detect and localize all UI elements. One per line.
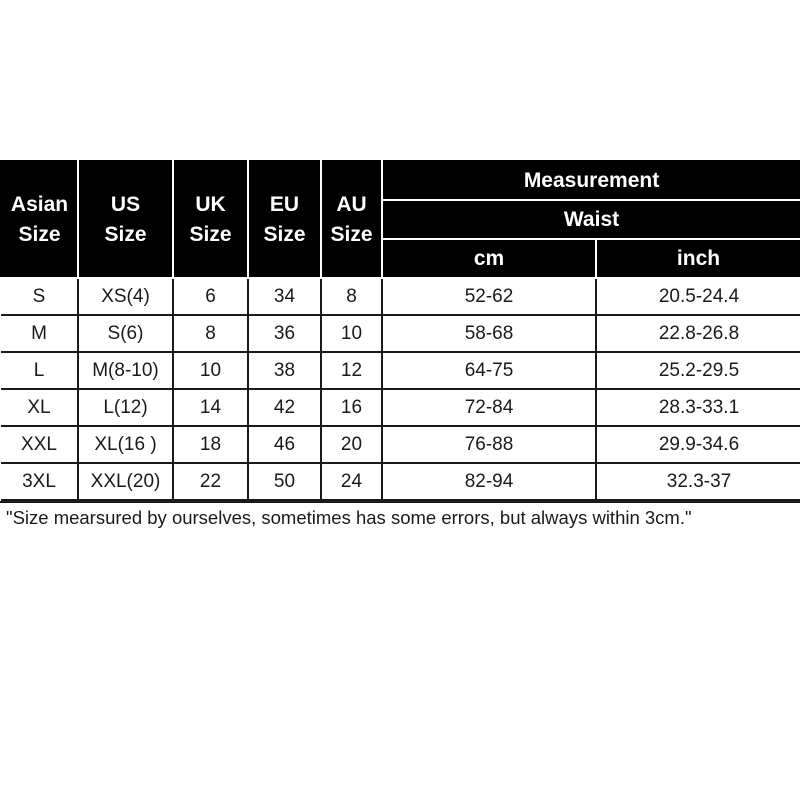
- cell-waist-cm: 58-68: [382, 315, 596, 352]
- cell-waist-cm: 52-62: [382, 278, 596, 315]
- cell-au-size: 12: [321, 352, 382, 389]
- cell-au-size: 20: [321, 426, 382, 463]
- header-waist: Waist: [382, 200, 800, 239]
- cell-asian-size: S: [1, 278, 78, 315]
- header-asian-size: Asian Size: [1, 161, 78, 278]
- cell-uk-size: 10: [173, 352, 248, 389]
- cell-uk-size: 14: [173, 389, 248, 426]
- table-row: [1, 389, 800, 426]
- cell-uk-size: 18: [173, 426, 248, 463]
- cell-us-size: L(12): [78, 389, 173, 426]
- table-row: [1, 426, 800, 463]
- cell-asian-size: XXL: [1, 426, 78, 463]
- cell-waist-cm: 82-94: [382, 463, 596, 500]
- cell-au-size: 16: [321, 389, 382, 426]
- cell-us-size: XXL(20): [78, 463, 173, 500]
- header-eu-size: EU Size: [248, 161, 321, 278]
- cell-uk-size: 6: [173, 278, 248, 315]
- size-note: "Size mearsured by ourselves, sometimes has some errors, but always within 3cm.": [0, 501, 800, 529]
- cell-waist-inch: 22.8-26.8: [596, 315, 800, 352]
- table-row: [1, 463, 800, 500]
- cell-asian-size: M: [1, 315, 78, 352]
- header-us-size: US Size: [78, 161, 173, 278]
- cell-asian-size: L: [1, 352, 78, 389]
- cell-asian-size: XL: [1, 389, 78, 426]
- cell-waist-inch: 29.9-34.6: [596, 426, 800, 463]
- cell-uk-size: 8: [173, 315, 248, 352]
- cell-eu-size: 46: [248, 426, 321, 463]
- cell-waist-cm: 76-88: [382, 426, 596, 463]
- cell-eu-size: 50: [248, 463, 321, 500]
- cell-waist-inch: 20.5-24.4: [596, 278, 800, 315]
- cell-eu-size: 38: [248, 352, 321, 389]
- cell-eu-size: 42: [248, 389, 321, 426]
- header-au-size: AU Size: [321, 161, 382, 278]
- cell-us-size: XS(4): [78, 278, 173, 315]
- header-inch: inch: [596, 239, 800, 278]
- cell-waist-cm: 72-84: [382, 389, 596, 426]
- size-chart: [0, 160, 800, 529]
- cell-waist-inch: 28.3-33.1: [596, 389, 800, 426]
- size-table: [0, 160, 800, 501]
- header-measurement: Measurement: [382, 161, 800, 200]
- cell-au-size: 24: [321, 463, 382, 500]
- header-cm: cm: [382, 239, 596, 278]
- cell-asian-size: 3XL: [1, 463, 78, 500]
- cell-eu-size: 34: [248, 278, 321, 315]
- table-row: [1, 278, 800, 315]
- cell-waist-inch: 25.2-29.5: [596, 352, 800, 389]
- cell-us-size: XL(16 ): [78, 426, 173, 463]
- cell-au-size: 8: [321, 278, 382, 315]
- header-uk-size: UK Size: [173, 161, 248, 278]
- cell-waist-cm: 64-75: [382, 352, 596, 389]
- cell-waist-inch: 32.3-37: [596, 463, 800, 500]
- table-row: [1, 352, 800, 389]
- cell-eu-size: 36: [248, 315, 321, 352]
- cell-au-size: 10: [321, 315, 382, 352]
- cell-us-size: S(6): [78, 315, 173, 352]
- cell-uk-size: 22: [173, 463, 248, 500]
- cell-us-size: M(8-10): [78, 352, 173, 389]
- table-row: [1, 315, 800, 352]
